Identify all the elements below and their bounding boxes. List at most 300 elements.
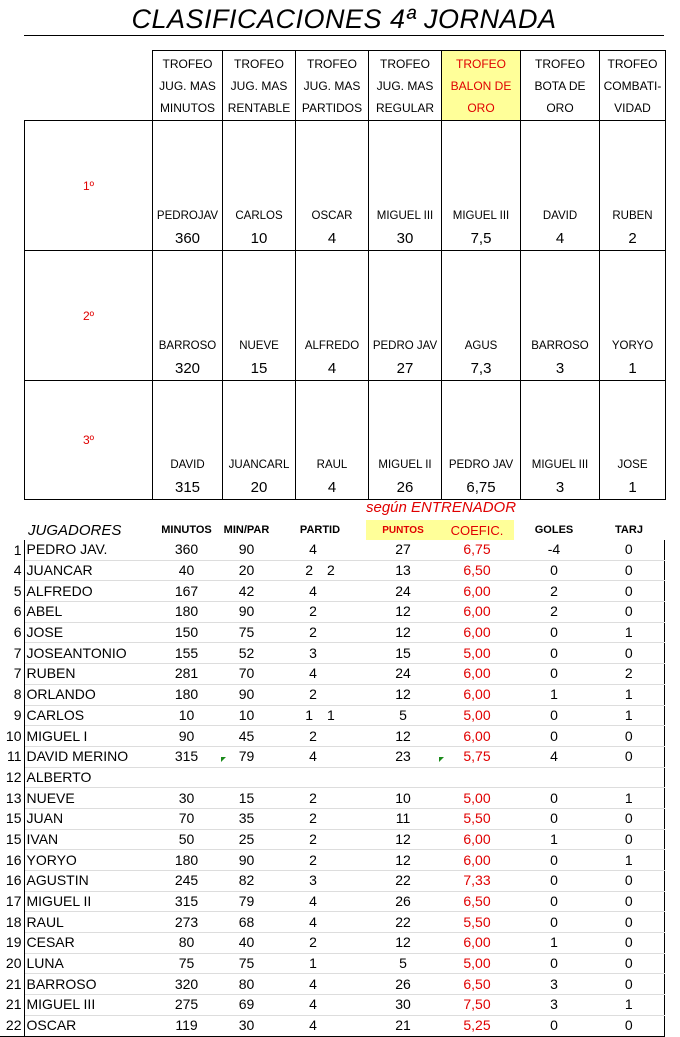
- player-minpar: 15: [219, 788, 274, 809]
- winner-name: JOSE: [617, 459, 648, 471]
- player-minpar: 90: [219, 850, 274, 871]
- winner-value: 4: [327, 479, 337, 496]
- player-partid: [274, 808, 366, 829]
- player-minutos: 90: [154, 726, 219, 747]
- player-minutos: 180: [154, 684, 219, 705]
- partid-value: 2: [309, 789, 317, 806]
- row-index: 16: [0, 850, 24, 871]
- partid-value: 2: [309, 851, 317, 868]
- player-partid: [274, 705, 366, 726]
- partid-value: 4: [309, 975, 317, 992]
- player-minutos: 119: [154, 1015, 219, 1036]
- podium-cell: [442, 121, 521, 251]
- partid-value: 4: [309, 1017, 317, 1034]
- place-label: 1º: [25, 121, 153, 251]
- podium-cell: [442, 251, 521, 381]
- winner-value: 4: [555, 230, 565, 247]
- trophy-line: ORO: [467, 100, 495, 115]
- player-name: MIGUEL II: [24, 891, 154, 912]
- player-name: YORYO: [24, 850, 154, 871]
- trophy-line: TROFEO: [456, 56, 506, 71]
- partid-value: 4: [309, 582, 317, 599]
- player-coef: 6,00: [440, 726, 514, 747]
- col-coef: COEFIC.: [440, 520, 514, 540]
- table-row: [0, 995, 664, 1016]
- table-row: [0, 891, 664, 912]
- table-row: [0, 974, 664, 995]
- player-partid: [274, 643, 366, 664]
- player-minutos: 273: [154, 912, 219, 933]
- col-jugadores: JUGADORES: [28, 521, 122, 539]
- winner-value: 26: [396, 479, 414, 496]
- table-row: [0, 933, 664, 954]
- cell-comment-marker: [221, 757, 226, 762]
- player-name: JOSEANTONIO: [24, 643, 154, 664]
- winner-value: 1: [628, 360, 637, 377]
- player-tarj: 1: [594, 622, 664, 643]
- table-row: [0, 622, 664, 643]
- winner-value: 315: [174, 479, 201, 496]
- player-minpar: 90: [219, 540, 274, 560]
- partid-value: 1: [309, 955, 317, 972]
- player-goles: 1: [514, 829, 594, 850]
- player-puntos: 24: [366, 664, 440, 685]
- player-minpar: 90: [219, 602, 274, 623]
- player-minpar: 10: [219, 705, 274, 726]
- player-goles: 0: [514, 1015, 594, 1036]
- player-coef: 7,50: [440, 995, 514, 1016]
- player-minpar: 79: [219, 891, 274, 912]
- row-index: 7: [0, 664, 24, 685]
- winner-value: 15: [250, 360, 268, 377]
- player-goles: 3: [514, 995, 594, 1016]
- trophy-line: TROFEO: [380, 56, 430, 71]
- trophy-line: ORO: [546, 100, 574, 115]
- player-puntos: 12: [366, 726, 440, 747]
- winner-name: BARROSO: [531, 340, 589, 352]
- player-coef: 6,00: [440, 581, 514, 602]
- winner-value: 27: [396, 360, 414, 377]
- player-coef: 5,50: [440, 808, 514, 829]
- row-index: 9: [0, 705, 24, 726]
- row-index: 22: [0, 1015, 24, 1036]
- winner-value: 3: [555, 479, 565, 496]
- player-minpar: 40: [219, 933, 274, 954]
- player-puntos: 12: [366, 829, 440, 850]
- player-tarj: 0: [594, 1015, 664, 1036]
- player-puntos: 12: [366, 850, 440, 871]
- row-index: 16: [0, 871, 24, 892]
- player-partid: [274, 581, 366, 602]
- player-tarj: 0: [594, 829, 664, 850]
- player-goles: 0: [514, 664, 594, 685]
- player-tarj: 1: [594, 705, 664, 726]
- player-minpar: 45: [219, 726, 274, 747]
- player-puntos: 12: [366, 602, 440, 623]
- winner-name: YORYO: [611, 340, 654, 352]
- player-puntos: 5: [366, 705, 440, 726]
- row-index: 21: [0, 995, 24, 1016]
- winner-value: 3: [555, 360, 565, 377]
- player-partid: [274, 850, 366, 871]
- player-puntos: 27: [366, 540, 440, 560]
- player-partid: [274, 829, 366, 850]
- player-name: MIGUEL I: [24, 726, 154, 747]
- row-index: 19: [0, 933, 24, 954]
- partid-value: 2: [309, 686, 317, 703]
- trophy-line: BOTA DE: [534, 78, 586, 93]
- winner-value: 20: [250, 479, 268, 496]
- segun-entrenador: ENTRENADOR: [411, 499, 517, 516]
- col-goles: GOLES: [534, 523, 574, 536]
- player-tarj: 0: [594, 912, 664, 933]
- player-minpar: 68: [219, 912, 274, 933]
- player-coef: 5,75: [440, 746, 514, 767]
- player-partid: [274, 953, 366, 974]
- player-puntos: 22: [366, 871, 440, 892]
- player-goles: 0: [514, 912, 594, 933]
- row-index: 15: [0, 829, 24, 850]
- trophy-line: VIDAD: [614, 100, 651, 115]
- row-index: 21: [0, 974, 24, 995]
- player-puntos: 24: [366, 581, 440, 602]
- partid-value: 4: [309, 748, 317, 765]
- player-minutos: 70: [154, 808, 219, 829]
- winner-name: MIGUEL III: [452, 210, 510, 222]
- player-minutos: 281: [154, 664, 219, 685]
- player-partid: [274, 912, 366, 933]
- winner-value: 6,75: [466, 479, 496, 496]
- row-index: 6: [0, 622, 24, 643]
- table-row: [0, 540, 664, 560]
- player-name: JOSE: [24, 622, 154, 643]
- player-name: CESAR: [24, 933, 154, 954]
- winner-name: JUANCARL: [228, 459, 290, 471]
- partid-value: 4: [309, 996, 317, 1013]
- player-name: RUBEN: [24, 664, 154, 685]
- player-partid: [274, 933, 366, 954]
- player-minpar: 52: [219, 643, 274, 664]
- player-minutos: 180: [154, 850, 219, 871]
- trophy-line: TROFEO: [607, 56, 658, 71]
- player-coef: 6,50: [440, 974, 514, 995]
- player-goles: 2: [514, 581, 594, 602]
- player-tarj: 0: [594, 602, 664, 623]
- player-name: BARROSO: [24, 974, 154, 995]
- trophy-line: JUG. MAS: [303, 78, 361, 93]
- player-goles: 1: [514, 684, 594, 705]
- row-index: 13: [0, 788, 24, 809]
- row-index: 15: [0, 808, 24, 829]
- segun-entrenador-note: [366, 499, 516, 516]
- player-minpar: [219, 767, 274, 788]
- winner-value: 4: [327, 230, 337, 247]
- player-coef: 6,00: [440, 602, 514, 623]
- player-partid: [274, 995, 366, 1016]
- table-row: [0, 746, 664, 767]
- player-partid: [274, 871, 366, 892]
- podium-cell: [223, 381, 296, 500]
- player-name: ABEL: [24, 602, 154, 623]
- trophy-header: [296, 51, 369, 121]
- player-puntos: 11: [366, 808, 440, 829]
- table-row: [0, 560, 664, 581]
- trophy-header: [600, 51, 666, 121]
- player-coef: 6,00: [440, 684, 514, 705]
- winner-name: PEDRO JAV: [448, 459, 514, 471]
- player-minutos: 315: [154, 746, 219, 767]
- player-tarj: 0: [594, 933, 664, 954]
- winner-name: BARROSO: [158, 340, 217, 352]
- player-coef: 7,33: [440, 871, 514, 892]
- player-coef: 5,00: [440, 953, 514, 974]
- player-partid: [274, 664, 366, 685]
- row-index: 8: [0, 684, 24, 705]
- winner-name: RAUL: [316, 459, 348, 471]
- player-minpar: 75: [219, 622, 274, 643]
- partid-value: 2: [309, 727, 317, 744]
- podium-cell: [600, 251, 666, 381]
- player-coef: 5,00: [440, 643, 514, 664]
- player-goles: 0: [514, 788, 594, 809]
- player-puntos: 26: [366, 974, 440, 995]
- player-partid: [274, 684, 366, 705]
- podium-row: [25, 381, 666, 500]
- player-tarj: 1: [594, 850, 664, 871]
- trophy-line: TROFEO: [162, 56, 213, 71]
- players-table: [0, 520, 665, 1037]
- title-divider: [24, 35, 664, 36]
- trophy-line: RENTABLE: [227, 100, 291, 115]
- player-puntos: 12: [366, 622, 440, 643]
- player-partid: [274, 602, 366, 623]
- trophy-line: COMBATI-: [603, 78, 662, 93]
- player-minpar: 70: [219, 664, 274, 685]
- partid-value: 2: [309, 603, 317, 620]
- player-tarj: 1: [594, 788, 664, 809]
- player-puntos: 13: [366, 560, 440, 581]
- player-partid: [274, 767, 366, 788]
- partid-value: 1: [305, 706, 313, 723]
- table-row: [0, 1015, 664, 1036]
- place-label: 2º: [25, 251, 153, 381]
- podium-row: [25, 251, 666, 381]
- player-minutos: 180: [154, 602, 219, 623]
- player-partid: [274, 726, 366, 747]
- row-index: 1: [0, 540, 24, 560]
- player-minpar: 80: [219, 974, 274, 995]
- trophy-line: JUG. MAS: [230, 78, 288, 93]
- player-puntos: 5: [366, 953, 440, 974]
- player-goles: 0: [514, 953, 594, 974]
- player-goles: 0: [514, 560, 594, 581]
- player-coef: 5,25: [440, 1015, 514, 1036]
- winner-value: 320: [174, 360, 201, 377]
- podium-cell: [296, 251, 369, 381]
- player-coef: 5,00: [440, 705, 514, 726]
- winner-value: 360: [174, 230, 201, 247]
- player-minutos: 275: [154, 995, 219, 1016]
- player-puntos: 12: [366, 933, 440, 954]
- player-tarj: 1: [594, 995, 664, 1016]
- trophy-line: MINUTOS: [159, 100, 216, 115]
- row-index: 17: [0, 891, 24, 912]
- winner-name: ALFREDO: [304, 340, 360, 352]
- partid-extra: 2: [327, 562, 335, 579]
- trophy-line: TROFEO: [307, 56, 357, 71]
- row-index: 7: [0, 643, 24, 664]
- player-minutos: 80: [154, 933, 219, 954]
- player-goles: 3: [514, 974, 594, 995]
- table-row: [0, 871, 664, 892]
- partid-value: 2: [309, 934, 317, 951]
- player-name: JUANCAR: [24, 560, 154, 581]
- winner-value: 30: [396, 230, 414, 247]
- winner-value: 7,5: [470, 230, 492, 247]
- player-minpar: 42: [219, 581, 274, 602]
- table-row: [0, 829, 664, 850]
- player-partid: [274, 1015, 366, 1036]
- player-puntos: 23: [366, 746, 440, 767]
- winner-name: MIGUEL III: [531, 459, 589, 471]
- player-partid: [274, 746, 366, 767]
- col-minutos: MINUTOS: [161, 523, 212, 536]
- player-tarj: 0: [594, 746, 664, 767]
- player-minutos: 167: [154, 581, 219, 602]
- partid-value: 4: [309, 541, 317, 558]
- player-coef: [440, 767, 514, 788]
- podium-cell: [223, 121, 296, 251]
- winner-name: CARLOS: [235, 210, 283, 222]
- player-tarj: 0: [594, 891, 664, 912]
- partid-value: 3: [309, 872, 317, 889]
- partid-value: 2: [305, 562, 313, 579]
- player-coef: 5,00: [440, 788, 514, 809]
- table-row: [0, 953, 664, 974]
- player-minutos: 50: [154, 829, 219, 850]
- player-goles: 4: [514, 746, 594, 767]
- player-minpar: 30: [219, 1015, 274, 1036]
- row-index: 18: [0, 912, 24, 933]
- player-name: OSCAR: [24, 1015, 154, 1036]
- trophy-line: REGULAR: [375, 100, 434, 115]
- player-name: JUAN: [24, 808, 154, 829]
- partid-value: 4: [309, 913, 317, 930]
- player-goles: 0: [514, 808, 594, 829]
- table-row: [0, 664, 664, 685]
- winner-name: PEDROJAV: [156, 210, 219, 222]
- row-index: 4: [0, 560, 24, 581]
- player-name: NUEVE: [24, 788, 154, 809]
- player-tarj: [594, 767, 664, 788]
- trophy-line: TROFEO: [535, 56, 585, 71]
- winner-name: NUEVE: [239, 340, 279, 352]
- winner-value: 4: [327, 360, 337, 377]
- player-puntos: 21: [366, 1015, 440, 1036]
- player-goles: 0: [514, 726, 594, 747]
- winner-name: PEDRO JAV: [372, 340, 438, 352]
- winner-name: AGUS: [464, 340, 498, 352]
- player-name: DAVID MERINO: [24, 746, 154, 767]
- trophy-header: [153, 51, 223, 121]
- player-puntos: 12: [366, 684, 440, 705]
- player-tarj: 0: [594, 581, 664, 602]
- row-index: 12: [0, 767, 24, 788]
- table-row: [0, 581, 664, 602]
- podium-cell: [153, 381, 223, 500]
- winner-value: 10: [250, 230, 268, 247]
- winner-name: MIGUEL II: [378, 459, 432, 471]
- podium-row: [25, 121, 666, 251]
- table-row: [0, 602, 664, 623]
- trophy-header: [442, 51, 521, 121]
- col-puntos: PUNTOS: [366, 520, 440, 540]
- col-minpar: MIN/PAR: [223, 523, 270, 536]
- player-minpar: 90: [219, 684, 274, 705]
- player-tarj: 0: [594, 974, 664, 995]
- player-name: ALBERTO: [24, 767, 154, 788]
- player-coef: 6,00: [440, 829, 514, 850]
- player-minutos: 30: [154, 788, 219, 809]
- winner-name: DAVID: [170, 459, 205, 471]
- trophy-podium-table: [24, 50, 666, 500]
- player-partid: [274, 891, 366, 912]
- player-name: ORLANDO: [24, 684, 154, 705]
- table-row: [0, 808, 664, 829]
- col-tarj: TARJ: [615, 523, 643, 536]
- player-minutos: 320: [154, 974, 219, 995]
- podium-cell: [296, 121, 369, 251]
- player-coef: 6,50: [440, 891, 514, 912]
- player-partid: [274, 540, 366, 560]
- page-title: CLASIFICACIONES 4ª JORNADA: [131, 4, 557, 34]
- player-minpar: 79: [219, 746, 274, 767]
- player-minpar: 25: [219, 829, 274, 850]
- player-goles: 0: [514, 643, 594, 664]
- player-name: ALFREDO: [24, 581, 154, 602]
- player-minutos: [154, 767, 219, 788]
- player-goles: [514, 767, 594, 788]
- player-goles: 0: [514, 850, 594, 871]
- row-index: 6: [0, 602, 24, 623]
- partid-value: 2: [309, 830, 317, 847]
- player-tarj: 0: [594, 726, 664, 747]
- player-coef: 6,00: [440, 664, 514, 685]
- player-name: LUNA: [24, 953, 154, 974]
- player-goles: -4: [514, 540, 594, 560]
- podium-cell: [600, 381, 666, 500]
- player-tarj: 1: [594, 684, 664, 705]
- player-minpar: 82: [219, 871, 274, 892]
- winner-name: RUBEN: [612, 210, 653, 222]
- player-partid: [274, 560, 366, 581]
- trophy-header: [223, 51, 296, 121]
- player-puntos: [366, 767, 440, 788]
- winner-name: DAVID: [542, 210, 578, 222]
- table-row: [0, 705, 664, 726]
- player-puntos: 26: [366, 891, 440, 912]
- player-tarj: 0: [594, 871, 664, 892]
- trophy-line: JUG. MAS: [159, 78, 216, 93]
- player-tarj: 0: [594, 540, 664, 560]
- player-minutos: 150: [154, 622, 219, 643]
- partid-value: 2: [309, 810, 317, 827]
- player-minutos: 10: [154, 705, 219, 726]
- player-goles: 0: [514, 871, 594, 892]
- podium-cell: [521, 381, 600, 500]
- player-goles: 2: [514, 602, 594, 623]
- podium-cell: [369, 121, 442, 251]
